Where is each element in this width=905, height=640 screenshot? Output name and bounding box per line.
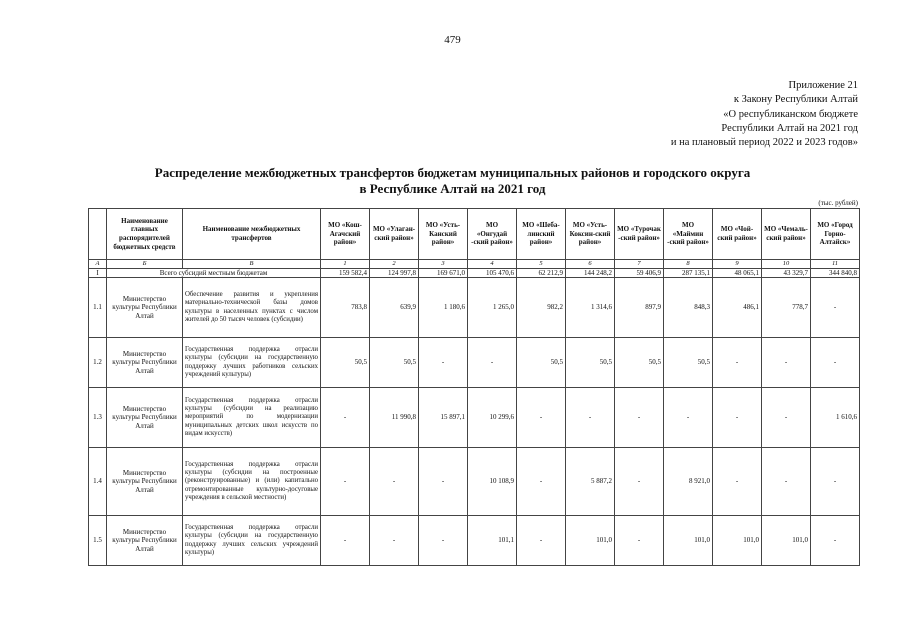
total-value: 59 406,9 xyxy=(615,269,664,278)
row-value: 50,5 xyxy=(566,338,615,388)
row-value: 1 180,6 xyxy=(419,278,468,338)
row-ministry: Министерство культуры Республики Алтай xyxy=(107,448,183,516)
row-description: Государственная поддержка отрасли культуры (субсидии на государственную поддержку лучших работников сельских учреждений культуры) xyxy=(183,338,321,388)
title-line-2: в Республике Алтай на 2021 год xyxy=(359,181,546,196)
row-value: - xyxy=(762,338,811,388)
index-row xyxy=(89,260,860,269)
total-value: 43 329,7 xyxy=(762,269,811,278)
total-label: Всего субсидий местным бюджетам xyxy=(107,269,321,278)
appendix-line: Республики Алтай на 2021 год xyxy=(721,122,858,134)
row-value: - xyxy=(419,516,468,566)
row-number: 1.1 xyxy=(89,278,107,338)
total-value: 48 065,1 xyxy=(713,269,762,278)
total-value: 344 840,8 xyxy=(811,269,860,278)
appendix-line: Приложение 21 xyxy=(788,80,858,91)
row-value: 486,1 xyxy=(713,278,762,338)
row-value: 10 299,6 xyxy=(468,388,517,448)
index-cell: 11 xyxy=(811,260,860,269)
row-ministry: Министерство культуры Республики Алтай xyxy=(107,388,183,448)
total-value: 144 248,2 xyxy=(566,269,615,278)
row-value: 101,0 xyxy=(713,516,762,566)
appendix-line: к Закону Республики Алтай xyxy=(733,94,858,106)
row-ministry: Министерство культуры Республики Алтай xyxy=(107,516,183,566)
appendix-block xyxy=(671,79,858,150)
total-value: 287 135,1 xyxy=(664,269,713,278)
row-description: Государственная поддержка отрасли культуры (субсидии на государственную поддержку лучших сельских учреждений культуры) xyxy=(183,516,321,566)
row-value: 10 108,9 xyxy=(468,448,517,516)
row-value: - xyxy=(811,448,860,516)
total-value: 105 470,6 xyxy=(468,269,517,278)
appendix-line: и на плановый период 2022 и 2023 годов» xyxy=(670,137,858,149)
row-value: 101,1 xyxy=(468,516,517,566)
header-municipality: МО «Маймин -ский район» xyxy=(664,209,713,260)
row-value: - xyxy=(419,448,468,516)
total-row xyxy=(89,269,860,278)
row-value: - xyxy=(321,516,370,566)
row-value: - xyxy=(762,448,811,516)
row-value: - xyxy=(321,448,370,516)
index-cell: 8 xyxy=(664,260,713,269)
title-line-1: Распределение межбюджетных трансфертов бюджетам муниципальных районов и городского округа xyxy=(154,165,751,180)
table-row xyxy=(89,338,860,388)
index-cell: В xyxy=(183,260,321,269)
row-value: 15 897,1 xyxy=(419,388,468,448)
row-value: - xyxy=(517,516,566,566)
table-row xyxy=(89,278,860,338)
row-value: - xyxy=(664,388,713,448)
row-value: - xyxy=(713,448,762,516)
row-value: 101,0 xyxy=(664,516,713,566)
total-value: 124 997,8 xyxy=(370,269,419,278)
row-value: - xyxy=(811,516,860,566)
row-value: - xyxy=(713,388,762,448)
header-municipality: МО «Турочак -ский район» xyxy=(615,209,664,260)
row-value: 639,9 xyxy=(370,278,419,338)
row-value: - xyxy=(615,388,664,448)
row-value: - xyxy=(321,388,370,448)
row-value: - xyxy=(419,338,468,388)
row-value: 50,5 xyxy=(615,338,664,388)
row-value: 1 610,6 xyxy=(811,388,860,448)
appendix-line: «О республиканском бюджете xyxy=(723,108,858,120)
row-value: - xyxy=(811,338,860,388)
total-value: 159 582,4 xyxy=(321,269,370,278)
header-municipality: МО «Усть-Коксин-ский район» xyxy=(566,209,615,260)
index-cell: Б xyxy=(107,260,183,269)
units-label: (тыс. рублей) xyxy=(818,199,858,207)
row-value: - xyxy=(370,448,419,516)
row-value: 101,0 xyxy=(566,516,615,566)
row-value: - xyxy=(811,278,860,338)
row-value: - xyxy=(615,448,664,516)
header-municipality: МО «Чемаль-ский район» xyxy=(762,209,811,260)
total-num: I xyxy=(89,269,107,278)
row-value: - xyxy=(517,388,566,448)
row-value: 8 921,0 xyxy=(664,448,713,516)
index-cell: А xyxy=(89,260,107,269)
index-cell: 5 xyxy=(517,260,566,269)
index-cell: 6 xyxy=(566,260,615,269)
row-value: 897,9 xyxy=(615,278,664,338)
index-cell: 2 xyxy=(370,260,419,269)
page-number: 479 xyxy=(444,34,461,46)
row-value: 50,5 xyxy=(370,338,419,388)
row-number: 1.2 xyxy=(89,338,107,388)
row-number: 1.4 xyxy=(89,448,107,516)
row-value: 5 887,2 xyxy=(566,448,615,516)
header-municipality: МО «Усть-Канский район» xyxy=(419,209,468,260)
header-transfer-name: Наименование межбюджетных трансфертов xyxy=(183,209,321,260)
row-value: - xyxy=(370,516,419,566)
index-cell: 3 xyxy=(419,260,468,269)
index-cell: 9 xyxy=(713,260,762,269)
row-value: - xyxy=(762,388,811,448)
row-ministry: Министерство культуры Республики Алтай xyxy=(107,278,183,338)
row-value: - xyxy=(566,388,615,448)
row-value: 982,2 xyxy=(517,278,566,338)
row-value: 50,5 xyxy=(517,338,566,388)
row-value: 1 314,6 xyxy=(566,278,615,338)
header-municipality: МО «Улаган-ский район» xyxy=(370,209,419,260)
row-value: - xyxy=(517,448,566,516)
row-number: 1.3 xyxy=(89,388,107,448)
header-municipality: МО «Чой-ский район» xyxy=(713,209,762,260)
index-cell: 4 xyxy=(468,260,517,269)
index-cell: 1 xyxy=(321,260,370,269)
index-cell: 10 xyxy=(762,260,811,269)
row-value: 50,5 xyxy=(321,338,370,388)
table-row xyxy=(89,448,860,516)
row-value: - xyxy=(615,516,664,566)
header-municipality: МО «Кош-Агачский район» xyxy=(321,209,370,260)
row-value: 848,3 xyxy=(664,278,713,338)
row-value: 11 990,8 xyxy=(370,388,419,448)
row-description: Государственная поддержка отрасли культуры (субсидии на реализацию мероприятий по модернизации муниципальных детских школ искусств по видам искусств) xyxy=(183,388,321,448)
index-cell: 7 xyxy=(615,260,664,269)
row-value: 783,8 xyxy=(321,278,370,338)
header-municipality: МО «Онгудай -ский район» xyxy=(468,209,517,260)
row-value: - xyxy=(468,338,517,388)
row-ministry: Министерство культуры Республики Алтай xyxy=(107,338,183,388)
row-value: 1 265,0 xyxy=(468,278,517,338)
table-row xyxy=(89,516,860,566)
header-row xyxy=(89,209,860,260)
header-ministry: Наименование главных распорядителей бюджетных средств xyxy=(107,209,183,260)
total-value: 169 671,0 xyxy=(419,269,468,278)
document-title xyxy=(0,165,905,197)
row-value: 778,7 xyxy=(762,278,811,338)
transfers-table xyxy=(88,208,860,566)
row-number: 1.5 xyxy=(89,516,107,566)
total-value: 62 212,9 xyxy=(517,269,566,278)
row-description: Государственная поддержка отрасли культуры (субсидии на построенные (реконструированные) и (или) капитально отремонтированные культурно-досуговые учреждения в сельской местности) xyxy=(183,448,321,516)
row-value: 101,0 xyxy=(762,516,811,566)
header-municipality: МО «Город Горно-Алтайск» xyxy=(811,209,860,260)
row-description: Обеспечение развития и укрепления материально-технической базы домов культуры в населенных пунктах с числом жителей до 50 тысяч человек (субсидии) xyxy=(183,278,321,338)
row-value: 50,5 xyxy=(664,338,713,388)
table-row xyxy=(89,388,860,448)
row-value: - xyxy=(713,338,762,388)
header-municipality: МО «Шеба-линский район» xyxy=(517,209,566,260)
header-num xyxy=(89,209,107,260)
